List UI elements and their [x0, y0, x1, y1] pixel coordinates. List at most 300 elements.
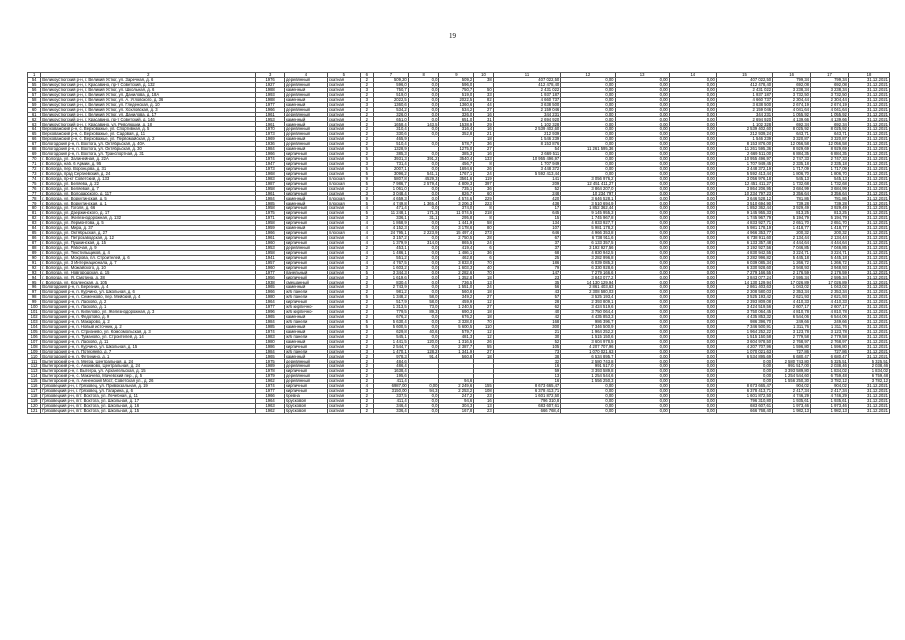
table-cell: 0,00	[561, 137, 615, 142]
table-cell: 29	[474, 122, 493, 127]
table-cell: 0,00	[561, 132, 615, 137]
table-cell: 101	[28, 310, 41, 315]
table-cell: 310,4	[373, 127, 408, 132]
table-cell: кирпичный	[284, 152, 327, 157]
table-cell: 11 074,5	[439, 211, 474, 216]
table-cell: 1977	[256, 389, 285, 394]
table-cell: 412 478,40	[493, 82, 561, 87]
table-cell: 6 039 085,34	[716, 260, 772, 265]
table-cell: 2 393 809,1	[561, 300, 615, 305]
table-cell: 0,0	[408, 132, 439, 137]
table-cell: 27	[474, 349, 493, 354]
column-number-cell: 11	[493, 73, 561, 78]
table-cell: 2 353,34	[773, 290, 811, 295]
table-cell: каменный	[284, 314, 327, 319]
table-cell: 88	[28, 245, 41, 250]
table-cell: 779,5	[373, 310, 408, 315]
table-cell: каменный	[284, 339, 327, 344]
table-cell: 8 025,92	[811, 127, 849, 132]
table-cell: 0,00	[615, 364, 669, 369]
table-cell: 0,00	[669, 280, 716, 285]
table-cell: Вытегорский р-н, п. Анненский Мост, Советская ул., д. 26	[41, 379, 256, 384]
table-cell: 24	[474, 171, 493, 176]
table-cell: 0,00	[561, 107, 615, 112]
table-cell: 0,00	[669, 270, 716, 275]
table-cell: 0,00	[669, 147, 716, 152]
table-cell: 2 308 580,03	[716, 290, 772, 295]
table-cell: 0,00	[561, 156, 615, 161]
table-cell: 1 601 872,50	[493, 393, 561, 398]
table-cell: скатная	[327, 344, 360, 349]
column-number-cell: 8	[408, 73, 439, 78]
table-cell: 2 387,7	[439, 344, 474, 349]
table-cell: скатная	[327, 132, 360, 137]
table-cell: г. Вологда, пр-кт Советский, д. 133	[41, 176, 256, 181]
table-cell: 75	[28, 181, 41, 186]
table-cell: 2 134,44	[773, 235, 811, 240]
table-cell: 0,00	[561, 92, 615, 97]
table-cell: панельный	[284, 270, 327, 275]
table-cell: скатная	[327, 152, 360, 157]
table-cell: 0,00	[561, 171, 615, 176]
table-cell: 651,0	[373, 117, 408, 122]
table-cell: 209	[493, 181, 561, 186]
table-cell: 6 680,47	[773, 354, 811, 359]
table-cell: 0,0	[408, 97, 439, 102]
table-cell: 545,13	[773, 176, 811, 181]
table-cell: скатная	[327, 245, 360, 250]
table-cell: 0,0	[408, 235, 439, 240]
table-cell: 2	[360, 359, 373, 364]
table-cell: 1 834,02	[848, 369, 889, 374]
table-cell: 596,0	[439, 82, 474, 87]
table-cell: 71	[28, 161, 41, 166]
table-cell: 3 424 519,56	[716, 305, 772, 310]
table-cell: 1958	[256, 206, 285, 211]
table-cell: 31.12.2021	[848, 314, 889, 319]
table-cell: 0,00	[561, 389, 615, 394]
table-cell: 643,71	[773, 132, 811, 137]
table-cell: 683 607,61	[493, 403, 561, 408]
column-number-cell: 13	[615, 73, 669, 78]
table-cell: 105	[493, 344, 561, 349]
table-cell: 28	[474, 235, 493, 240]
table-cell: 0,00	[615, 314, 669, 319]
table-cell: 80	[474, 226, 493, 231]
table-cell: 186	[493, 260, 561, 265]
table-cell: 14 130 129,94	[716, 280, 772, 285]
table-cell: 2 768,97	[811, 339, 849, 344]
table-cell: 692,08	[811, 82, 849, 87]
table-cell: 1978	[256, 369, 285, 374]
table-cell: 112	[28, 364, 41, 369]
table-cell: 0,00	[669, 310, 716, 315]
table-cell: Великоустюгский р-н, г. Великий Устюг, ул. Заречная, д. 6	[41, 77, 256, 82]
table-cell: 31.12.2021	[848, 408, 889, 413]
column-number-cell: 4	[284, 73, 327, 78]
table-cell: скатная	[327, 97, 360, 102]
table-cell: Вологодский р-н, п. Потеряево, д. 7	[41, 349, 256, 354]
table-cell: 465,9	[373, 137, 408, 142]
table-cell: 904,02	[773, 384, 811, 389]
table-cell: 0,00	[669, 181, 716, 186]
table-cell: 0,00	[561, 403, 615, 408]
table-cell: каменный	[284, 137, 327, 142]
table-cell: 1947	[256, 161, 285, 166]
table-cell: 0,0	[408, 280, 439, 285]
table-cell: 31.12.2021	[848, 77, 889, 82]
table-cell: 3 356,64	[811, 191, 849, 196]
table-cell: 2	[360, 344, 373, 349]
column-number-cell: 12	[561, 73, 615, 78]
table-cell: 2	[360, 255, 373, 260]
table-cell: 420	[493, 196, 561, 201]
table-cell: плоская	[327, 176, 360, 181]
table-cell: ж/б панели	[284, 319, 327, 324]
table-cell: г. Вологда, ул. Рабочая, д. 9	[41, 245, 256, 250]
table-cell: 54	[493, 147, 561, 152]
table-cell: 978,3	[373, 354, 408, 359]
table-cell: 134	[493, 221, 561, 226]
table-cell: 2 669 511	[493, 152, 561, 157]
table-cell: 2 750,5	[439, 235, 474, 240]
table-cell: 0,00	[615, 339, 669, 344]
table-cell: 0,00	[615, 117, 669, 122]
table-cell: 1968	[256, 171, 285, 176]
table-cell: 1938	[256, 280, 285, 285]
table-cell: 3	[360, 216, 373, 221]
table-cell: кирпичный	[284, 176, 327, 181]
table-cell: 2 621,93	[773, 295, 811, 300]
table-cell: 0,00	[669, 250, 716, 255]
table-cell: 629,8	[373, 329, 408, 334]
table-cell: 0,00	[615, 319, 669, 324]
table-cell: 0,00	[615, 161, 669, 166]
table-cell: 57	[28, 92, 41, 97]
table-cell: 3	[360, 275, 373, 280]
table-cell: 1 043,02	[773, 285, 811, 290]
table-cell: 796 310,8	[493, 398, 561, 403]
table-cell: 1977	[256, 102, 285, 107]
table-cell: 0,00	[669, 92, 716, 97]
table-cell: 2	[360, 280, 373, 285]
table-cell: 0,00	[669, 324, 716, 329]
table-cell: кирпичный	[284, 250, 327, 255]
table-cell: 79	[28, 201, 41, 206]
table-cell: 1 441,9	[439, 221, 474, 226]
table-cell: 5807,8	[373, 176, 408, 181]
table-cell: 3 929,49	[811, 206, 849, 211]
table-cell: 1 935,61	[773, 398, 811, 403]
table-cell: 0,00	[615, 176, 669, 181]
table-cell: 0,0	[408, 196, 439, 201]
table-cell: 59	[493, 369, 561, 374]
table-cell: 2	[360, 112, 373, 117]
table-cell: 0,0	[408, 82, 439, 87]
table-cell: 4 660 737	[716, 97, 772, 102]
table-cell: 5	[360, 147, 373, 152]
table-cell: Великоустюгский р-н, г. Красавино, пр-т Советский, д. 132	[41, 82, 256, 87]
table-cell: 58,0	[408, 300, 439, 305]
table-cell: 0,00	[615, 216, 669, 221]
table-cell: 0,00	[669, 354, 716, 359]
table-cell: 31.12.2021	[848, 196, 889, 201]
table-cell: 412 478,40	[716, 82, 772, 87]
table-cell: 0,00	[561, 122, 615, 127]
table-cell: 128,2	[408, 349, 439, 354]
table-row	[28, 97, 890, 102]
table-cell: 80	[28, 206, 41, 211]
table-cell: 0,00	[716, 359, 772, 364]
table-cell: 2 159 046	[716, 107, 772, 112]
table-cell: 4	[360, 250, 373, 255]
table-cell: 16	[474, 127, 493, 132]
table-cell: 96	[28, 285, 41, 290]
table-cell: скатная	[327, 300, 360, 305]
table-cell: 10 234 797,23	[716, 191, 772, 196]
table-cell: 0,0	[408, 260, 439, 265]
table-cell: 31.12.2021	[848, 117, 889, 122]
table-cell: 385,3	[373, 152, 408, 157]
table-cell: 1974	[256, 329, 285, 334]
table-cell: г. Вологда, ул. Гоголя, д. 66	[41, 206, 256, 211]
table-cell: 5 445,18	[773, 255, 811, 260]
table-cell: 3 424 519,6	[561, 305, 615, 310]
table-cell: 73	[493, 349, 561, 354]
table-cell: 0,00	[561, 112, 615, 117]
table-cell: 2 747,33	[773, 156, 811, 161]
table-cell: 560,8	[439, 354, 474, 359]
table-cell: 3 732,50	[773, 92, 811, 97]
table-cell: 99	[28, 300, 41, 305]
table-cell: 519,0	[439, 92, 474, 97]
table-cell: 97	[28, 290, 41, 295]
table-cell: 23	[474, 408, 493, 413]
table-cell: 155	[474, 384, 493, 389]
table-cell: 9 145 955,3	[561, 211, 615, 216]
table-cell: 727,86	[773, 349, 811, 354]
table-cell: 676,2	[439, 314, 474, 319]
table-cell: скатная	[327, 156, 360, 161]
table-cell: 6 738 911,60	[716, 235, 772, 240]
table-cell: 31.12.2021	[848, 349, 889, 354]
table-cell: 0,00	[669, 216, 716, 221]
table-cell: 2 431 022	[716, 87, 772, 92]
table-cell: 1979	[256, 374, 285, 379]
table-cell: 69	[28, 152, 41, 157]
table-cell: 1 070 021,63	[561, 349, 615, 354]
table-cell: 1996	[256, 310, 285, 315]
table-cell: 40,6	[408, 329, 439, 334]
table-cell: 31.12.2021	[848, 319, 889, 324]
table-cell: 8 153 876,00	[716, 142, 772, 147]
table-cell: Великоустюгский р-н, г. Великий Устюг, ул. Данилова, д. 17	[41, 112, 256, 117]
table-cell: 1927	[256, 82, 285, 87]
table-cell: смешанный	[284, 280, 327, 285]
table-cell: 31.12.2021	[848, 122, 889, 127]
table-cell: 31.12.2021	[848, 285, 889, 290]
table-cell: 2007,1	[373, 166, 408, 171]
table-cell: 3096,2	[373, 171, 408, 176]
table-cell: 4 830 942,5	[561, 250, 615, 255]
table-cell: 314,0	[408, 240, 439, 245]
table-cell: 799,34	[773, 77, 811, 82]
table-cell: Вологодский р-н, п. Березник, д. 4	[41, 285, 256, 290]
table-cell: 171,3	[408, 211, 439, 216]
table-cell: 3 948,93	[773, 265, 811, 270]
table-cell: 1 806,70	[773, 171, 811, 176]
table-cell: 5 325,51	[848, 359, 889, 364]
table-cell: 0,00	[669, 107, 716, 112]
table-cell: 1962	[256, 379, 285, 384]
table-cell: скатная	[327, 384, 360, 389]
table-cell: 0,0	[408, 107, 439, 112]
housing-program-table-container	[27, 72, 890, 414]
table-cell: 10 955 496,97	[493, 156, 561, 161]
table-cell: кирпичный	[284, 344, 327, 349]
table-cell: 4 767,5	[373, 260, 408, 265]
table-cell: 2	[360, 314, 373, 319]
table-cell: деревянный	[284, 364, 327, 369]
table-cell: 12	[474, 300, 493, 305]
table-cell: 4 041,64	[811, 107, 849, 112]
table-cell: Вологодский р-н, п. Ласково, д. 2	[41, 300, 256, 305]
table-cell: Великоустюгский р-н, г. Красавино, пр-т Советский, д. 146	[41, 117, 256, 122]
table-cell: 904,02	[811, 384, 849, 389]
table-cell: 6 378 413,71	[493, 389, 561, 394]
table-cell: деревянный	[284, 245, 327, 250]
table-cell: 28	[493, 300, 561, 305]
table-cell: скатная	[327, 240, 360, 245]
table-cell: 31.12.2021	[848, 245, 889, 250]
table-cell: 3 864 207,0	[561, 186, 615, 191]
table-cell: 1989	[256, 364, 285, 369]
table-cell: 0,00	[615, 354, 669, 359]
table-cell: 31.12.2021	[848, 403, 889, 408]
table-cell: 117	[28, 389, 41, 394]
table-cell: 42	[493, 314, 561, 319]
table-cell: скатная	[327, 314, 360, 319]
table-cell: 82	[28, 216, 41, 221]
table-cell: деревянный	[284, 379, 327, 384]
table-cell: 3 178,6	[439, 226, 474, 231]
table-cell: 12 056,58	[811, 142, 849, 147]
table-cell: 0,0	[408, 142, 439, 147]
table-cell: каменный	[284, 196, 327, 201]
table-cell: Вологодский р-н, п. Туманово, ул. Строителей, д. 14	[41, 334, 256, 339]
table-cell: 4 041,64	[773, 107, 811, 112]
table-cell: 66	[28, 137, 41, 142]
table-cell: 991 517,0	[561, 364, 615, 369]
table-cell: Вологодский р-н, п. Вохтога, ул. Октябрьская, д. 40А	[41, 142, 256, 147]
table-cell: 249,66	[811, 319, 849, 324]
table-cell: скатная	[327, 364, 360, 369]
table-cell: 31.12.2021	[848, 250, 889, 255]
table-cell: 3 157,2	[373, 235, 408, 240]
table-cell: 0,00	[615, 92, 669, 97]
table-cell: брусковой	[284, 398, 327, 403]
table-cell: 0,0	[408, 191, 439, 196]
table-cell: 4 152,3	[373, 226, 408, 231]
table-cell: 106	[28, 334, 41, 339]
table-cell: 218	[474, 211, 493, 216]
table-cell: 0,00	[669, 132, 716, 137]
table-cell: 1983	[256, 176, 285, 181]
column-number-cell: 6	[360, 73, 373, 78]
table-cell: 731,4	[373, 161, 408, 166]
table-cell: 31.12.2021	[848, 305, 889, 310]
table-cell: 31	[474, 117, 493, 122]
table-cell: 0,00	[669, 295, 716, 300]
table-cell: 2 353,34	[811, 290, 849, 295]
table-cell: 2	[360, 403, 373, 408]
table-cell: 1 596,80	[811, 344, 849, 349]
table-cell: 31.12.2021	[848, 216, 889, 221]
table-cell: скатная	[327, 161, 360, 166]
table-cell: скатная	[327, 127, 360, 132]
table-cell: Грязовецкий р-н, пгт. Вохтога, ул. Школьная, д. 15	[41, 408, 256, 413]
table-cell: 1 266,72	[811, 260, 849, 265]
table-cell: 5 592 413,44	[716, 171, 772, 176]
table-cell: 3 238,34	[773, 87, 811, 92]
table-cell: 0,00	[669, 156, 716, 161]
table-cell: 0,00	[669, 161, 716, 166]
table-cell: скатная	[327, 369, 360, 374]
table-cell: скатная	[327, 171, 360, 176]
table-cell: г. Вологда, ул. Дзержинского, д. 17	[41, 211, 256, 216]
table-cell: 3931,3	[373, 156, 408, 161]
table-cell: деревянный	[284, 359, 327, 364]
table-cell: каменный	[284, 122, 327, 127]
table-cell: 2 223,9	[408, 231, 439, 236]
table-cell: 1 982,13	[773, 408, 811, 413]
table-cell: 31.12.2021	[848, 384, 889, 389]
table-cell: 1957	[256, 260, 285, 265]
column-number-cell: 9	[439, 73, 474, 78]
table-cell: 0,00	[669, 393, 716, 398]
table-cell: 4 207 707,96	[716, 344, 772, 349]
table-cell: 24	[474, 285, 493, 290]
table-cell: 0,00	[561, 102, 615, 107]
table-cell: 0,00	[615, 359, 669, 364]
table-cell: 0,0	[408, 206, 439, 211]
table-cell: Вологодский р-н, п. Вохтога, ул. Октябрьская, д. 30	[41, 147, 256, 152]
table-cell: 352,8	[439, 132, 474, 137]
table-cell: 31.12.2021	[848, 132, 889, 137]
table-cell: 31.12.2021	[848, 147, 889, 152]
table-cell: скатная	[327, 147, 360, 152]
table-cell: 109	[28, 349, 41, 354]
table-cell: 2 621,93	[811, 295, 849, 300]
table-cell: 986 396,70	[716, 319, 772, 324]
table-cell: 85	[28, 231, 41, 236]
table-cell: 98	[28, 295, 41, 300]
table-cell: деревянный	[284, 142, 327, 147]
table-row	[28, 408, 890, 413]
table-cell: 3 684,99	[811, 186, 849, 191]
table-cell: 31.12.2021	[848, 142, 889, 147]
table-cell: 2 308 580,03	[561, 290, 615, 295]
table-cell: 0,0	[408, 344, 439, 349]
table-cell: 2	[360, 305, 373, 310]
table-cell: 0,00	[615, 226, 669, 231]
table-cell: 1 102 328	[716, 122, 772, 127]
table-cell: 0,00	[615, 107, 669, 112]
table-cell: ж/б панели	[284, 349, 327, 354]
table-cell: 0,00	[615, 260, 669, 265]
table-cell: 1 546 239	[716, 137, 772, 142]
table-cell: 0,0	[408, 255, 439, 260]
